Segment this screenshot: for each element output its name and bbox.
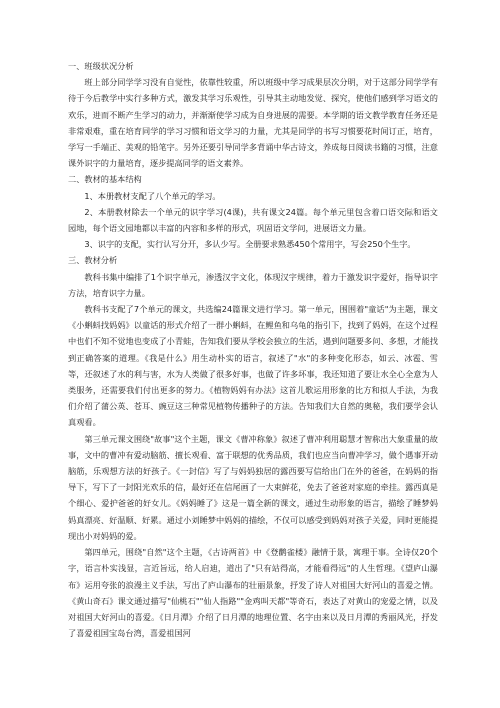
paragraph-unit-four: 第四单元，围绕"自然"这个主题，《古诗两首》中《登鹳雀楼》融情于景，寓理于事。全诗仅20个字，语言朴实浅显，言近旨远，给人启迪，道出了"只有站得高，才能看得远"的人生哲理。《望庐山瀑布》运用夸张的浪漫主义手法，写出了庐山瀑布的壮丽景象，抒发了诗人对祖国大好河山的喜爱之情。《黄山奇石》课文通过描写"仙桃石""仙人指路""金鸡叫天都"等奇石，表达了对黄山的宠爱之情，以及对祖国大好河山的喜爱。《日月潭》介绍了日月潭的地理位置、名字由来以及日月潭的秀丽风光，抒发了喜爱祖国宝岛台湾，喜爱祖国河 <box>68 547 438 639</box>
section-heading-structure: 二、教材的基本结构 <box>68 174 142 185</box>
document-body <box>68 58 438 641</box>
section-heading-analysis: 三、教材分析 <box>68 255 118 266</box>
paragraph-literacy-unit: 教科书集中编排了1个识字单元，渗透汉字文化，体现汉字规律，着力于激发识字爱好，指导识字方法，培育识字力量。 <box>68 271 438 298</box>
list-item-lessons: 2、本册教材除去一个单元的识字学习(4课)，共有课文24篇。每个单元里包含着口语交际和语文园地，每个语文园地都以丰富的内容和多样的形式，巩固语文学问，进展语文力量。 <box>68 206 438 234</box>
paragraph-unit-one: 教科书支配了7个单元的课文，共选编24篇课文进行学习。第一单元，围围着"童话"为主题，课文《小蝌蚪找妈妈》以童话的形式介绍了一群小蝌蚪，在鲤鱼和乌龟的指引下，找到了妈妈，在这个过程中也们不知不觉地也变成了小青蛙，告知我们要从学校会独立的生活，遇到问题要多问、多想，才能找到正确答案的道理。《我是什么》用生动朴实的语言，叙述了"水"的多种变化形态，如云、冰雹、雪等，还叙述了水的利与害，水为人类做了很多好事，也做了许多坏事，我还知道了要让水全心全意为人类服务，还需要我们付出更多的努力。《植物妈妈有办法》这首儿歌运用形象的比方和拟人手法，为我们介绍了蒲公英、苍耳、豌豆这三种常见植物传播种子的方法。告知我们大自然的奥秘，我们要学会认真观看。 <box>68 304 438 428</box>
section-heading-class-analysis: 一、班级状况分析 <box>68 61 134 71</box>
list-item-characters: 3、识字的支配，实行认写分开，多认少写。全册要求熟悉450个常用字，写会250个生字。 <box>84 239 416 250</box>
paragraph-unit-three: 第三单元课文围绕"故事"这个主题，课文《曹冲称象》叙述了曹冲利用聪慧才智称出大象重量的故事，文中的曹冲有爱动脑筋、擅长观看、富于联想的优秀品质，我们也应当向曹冲学习，做个遇事开动脑筋，乐观想方法的好孩子。《一封信》写了与妈妈独居的露西要写信给出门在外的爸爸，在妈妈的指导下，写下了一封阳光欢乐的信，最好还在信尾画了一大束鲜花，免去了爸爸对家庭的牵挂。露西真是个细心、爱护爸爸的好女儿。《妈妈睡了》这是一篇全新的课文，通过生动形象的语言，描绘了睡梦妈妈真漂亮、好温顺、好累。通过小刘睡梦中妈妈的描绘，不仅可以感受到妈妈对孩子关爱，同时更能提现出小对妈妈的爱。 <box>68 433 438 541</box>
paragraph-class-analysis: 班上部分同学学习没有自觉性，依靠性较重，所以班级中学习成果层次分明，对于这部分同学学有待于今后教学中实行多种方式，激发其学习乐观性，引导其主动地发觉、探究，使他们感到学习语文的欢乐，进而不断产生学习的动力，并渐渐使学习成为自身进展的需要。本学期的语文教学教育任务还是非常艰难，重在培育同学的学习习惯和语文学习的力量，尤其是同学的书写习惯要花时间订正，培育，学写一手端正、美观的铅笔字。另外还要引导同学多背诵中华古诗文，养成每日阅读书籍的习惯，注意课外识字的力量培育，逐步提高同学的语文素养。 <box>68 77 438 169</box>
list-item-units: 1、本册教材支配了八个单元的学习。 <box>84 190 221 201</box>
